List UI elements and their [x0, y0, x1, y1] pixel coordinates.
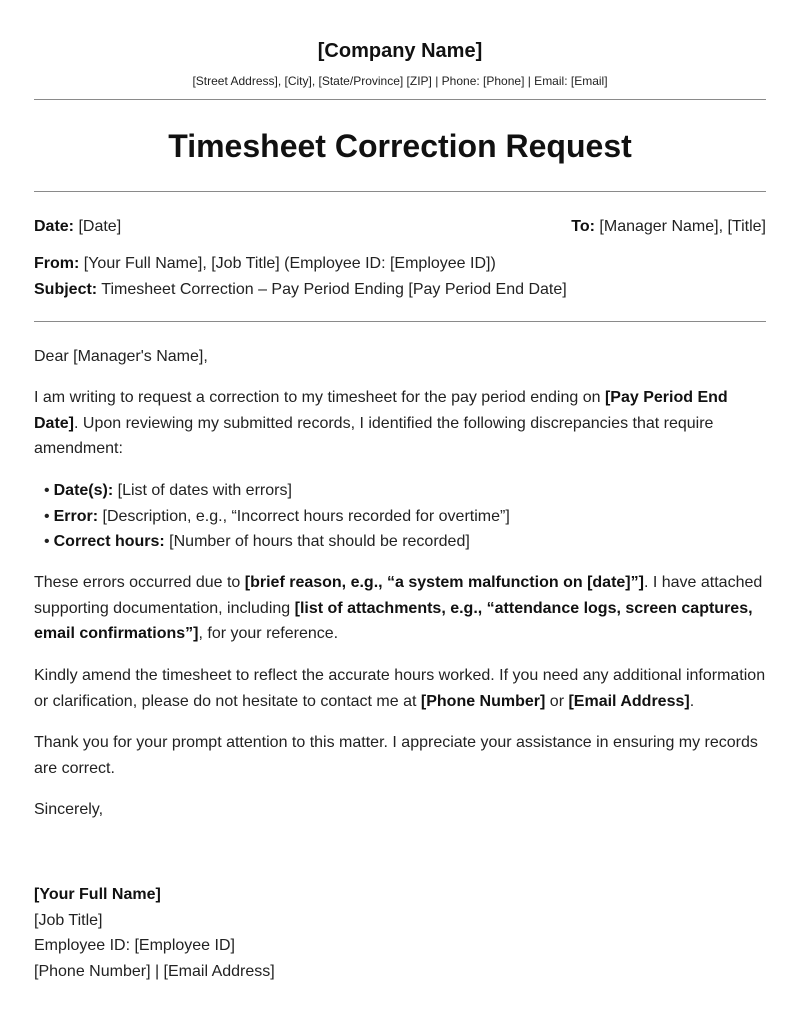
from-value: [Your Full Name], [Job Title] (Employee ID: [Employee ID])	[79, 255, 496, 272]
amend-paragraph	[34, 663, 766, 714]
intro-pay-period-end-date: [Pay Period End Date]	[34, 389, 728, 432]
subject-value: Timesheet Correction – Pay Period Ending [Pay Period End Date]	[97, 281, 567, 298]
intro-text-1: I am writing to request a correction to my timesheet for the pay period ending on	[34, 389, 605, 406]
greeting: Dear [Manager's Name],	[34, 348, 208, 365]
reasons-paragraph	[34, 570, 766, 647]
signature-employee-id: Employee ID: [Employee ID]	[34, 937, 235, 954]
signature-job-title: [Job Title]	[34, 911, 103, 929]
list-item-label: Correct hours:	[53, 533, 165, 550]
list-item-value: [List of dates with errors]	[113, 482, 292, 499]
amend-phone-number: [Phone Number]	[420, 692, 546, 710]
reasons-text-1: These errors occurred due to	[34, 574, 245, 591]
subject-label: Subject:	[34, 281, 98, 298]
list-item-label: Date(s):	[53, 482, 114, 499]
meta-divider	[34, 321, 766, 322]
date-line	[34, 217, 121, 237]
from-line	[34, 254, 496, 274]
list-item-value: [Number of hours that should be recorded]	[164, 533, 470, 550]
signature-contact: [Phone Number] | [Email Address]	[34, 962, 275, 980]
company-address: [Street Address], [City], [State/Province] [ZIP] | Phone: [Phone] | Email: [Email]	[192, 74, 608, 88]
bullet-icon: •	[44, 533, 50, 550]
title-divider	[34, 191, 766, 192]
signature-block	[34, 882, 766, 984]
reasons-text-2: . I have attached supporting documentation, including	[34, 574, 763, 617]
to-value: [Manager Name], [Title]	[594, 218, 766, 235]
list-item-label: Error:	[53, 507, 99, 525]
from-label: From:	[34, 255, 80, 272]
intro-text-2: . Upon reviewing my submitted records, I identified the following discrepancies that require amendment:	[34, 414, 714, 457]
reasons-attachments: [list of attachments, e.g., “attendance logs, screen captures, email confirmations”]	[34, 599, 753, 642]
reasons-brief-reason: [brief reason, e.g., “a system malfunction on [date]”]	[244, 574, 644, 591]
header-divider	[34, 99, 766, 100]
list-item-value: [Description, e.g., “Incorrect hours recorded for overtime”]	[98, 507, 510, 525]
amend-or: or	[545, 692, 569, 710]
date-value: [Date]	[74, 218, 122, 235]
intro-paragraph	[34, 385, 766, 462]
company-name: [Company Name]	[317, 40, 483, 62]
closing: Sincerely,	[34, 801, 104, 818]
document-title: Timesheet Correction Request	[168, 128, 632, 164]
amend-period: .	[689, 692, 695, 710]
reasons-text-3: , for your reference.	[198, 625, 339, 642]
amend-text: Kindly amend the timesheet to reflect the accurate hours worked. If you need any additional information or clarification, please do not hesitate to contact me at	[34, 667, 766, 710]
discrepancy-list	[44, 478, 766, 555]
list-item	[44, 504, 766, 530]
thanks-paragraph: Thank you for your prompt attention to this matter. I appreciate your assistance in ensuring my records are correct.	[34, 734, 758, 777]
bullet-icon: •	[44, 507, 50, 525]
to-label: To:	[571, 218, 595, 235]
to-line	[571, 217, 766, 237]
subject-line	[34, 280, 567, 300]
list-item	[44, 478, 766, 504]
list-item	[44, 529, 766, 555]
amend-email-address: [Email Address]	[568, 692, 690, 710]
signature-name: [Your Full Name]	[34, 886, 161, 903]
date-label: Date:	[34, 218, 75, 235]
bullet-icon: •	[44, 482, 50, 499]
